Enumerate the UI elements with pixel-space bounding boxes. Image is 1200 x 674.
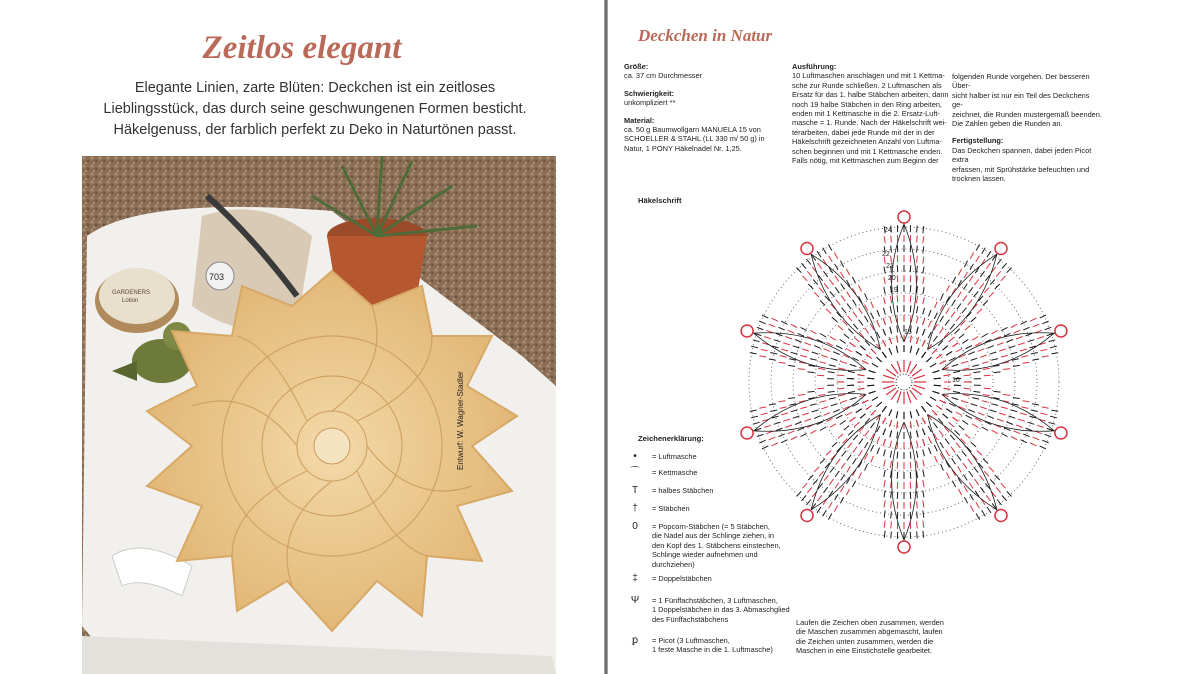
instructions-line: sche zur Runde schließen. 2 Luftmaschen als xyxy=(792,80,942,90)
material-line: ca. 50 g Baumwollgarn MANUELA 15 von xyxy=(624,125,761,135)
intro-line: Häkelgenuss, der farblich perfekt zu Deko in Naturtönen passt. xyxy=(113,122,517,138)
round-number: 10 xyxy=(952,377,960,384)
chart-sector xyxy=(922,371,1067,449)
doily-photo xyxy=(82,156,556,674)
footnote-line: Laufen die Zeichen oben zusammen, werden xyxy=(796,618,944,627)
legend-text: = Stäbchen xyxy=(652,504,690,513)
round-number: 15 xyxy=(904,329,912,336)
material-line: SCHOELLER & STAHL (LL 330 m/ 50 g) in xyxy=(624,134,765,144)
chart-sector xyxy=(904,391,1012,521)
intro-line: Elegante Linien, zarte Blüten: Deckchen ist ein zeitloses xyxy=(134,80,496,96)
instructions-line: Falls nötig, mit Kettmaschen zum Beginn der xyxy=(792,156,939,166)
intro-line: Lieblingsstück, das durch seine geschwungenen Formen besticht. xyxy=(103,101,527,117)
footnote-line: die Zeichen unten zusammen, werden die xyxy=(796,636,934,646)
footnote xyxy=(796,618,966,656)
chart-sector xyxy=(922,315,1067,393)
legend-symbol-icon: ꝑ xyxy=(631,635,639,646)
instructions-line: folgenden Runde vorgehen. Der besseren Über- xyxy=(952,72,1090,91)
instructions-line: Ersatz für das 1. halbe Stäbchen arbeiten, dann xyxy=(792,90,949,100)
legend-text: = halbes Stäbchen xyxy=(652,486,714,495)
round-number: 20 xyxy=(888,275,896,282)
round-number: 19 xyxy=(890,287,898,294)
size-label: Größe: xyxy=(624,62,649,71)
instructions-line: sicht halber ist nur ein Teil des Deckchens ge- xyxy=(952,90,1090,110)
instructions-column-2 xyxy=(952,72,1102,183)
legend-symbol-icon: • xyxy=(633,451,637,462)
svg-text:GARDENERS: GARDENERS xyxy=(112,290,151,296)
instructions-line: masche = 1. Runde. Nach der Häkelschrift wei- xyxy=(792,118,947,128)
legend-symbol-icon: 0 xyxy=(632,521,638,532)
round-number: 22 xyxy=(882,251,890,258)
instructions-line: zeichnet, die Runden mustergemäß beenden. xyxy=(952,109,1102,119)
chart-sector xyxy=(797,391,905,521)
legend-symbol-icon: Ψ xyxy=(630,595,640,606)
specs-column xyxy=(624,62,784,153)
material-line: Natur, 1 PONY Häkelnadel Nr. 1,25. xyxy=(624,143,742,153)
legend-text: = Doppelstäbchen xyxy=(652,574,712,583)
tag-number: 703 xyxy=(209,272,225,282)
photo-credit: Entwurf: W. Wagner-Stadler xyxy=(456,371,465,470)
chart-sector xyxy=(904,243,1012,373)
page-title: Zeitlos elegant xyxy=(202,30,402,66)
instructions-label: Ausführung: xyxy=(792,62,837,71)
difficulty-value: unkompliziert ** xyxy=(624,98,676,108)
finishing-label: Fertigstellung: xyxy=(952,136,1004,146)
finishing-line: erfassen, mit Sprühstärke befeuchten und xyxy=(952,164,1090,174)
legend-text: = Kettmasche xyxy=(652,468,698,477)
material-label: Material: xyxy=(624,115,655,125)
right-page xyxy=(608,0,1200,674)
legend-symbol-icon: ‡ xyxy=(632,573,638,584)
instructions-line: terarbeiten, dabei jede Runde mit der in der xyxy=(792,127,935,137)
legend-text: = Popcorn-Stäbchen (= 5 Stäbchen, die Nadel aus der Schlinge ziehen, in den Kopf des 1. Stäbchens einstechen, Schlinge wieder aufnehmen und durchziehen) xyxy=(652,522,781,569)
chart-sector xyxy=(882,406,926,553)
instructions-line: Häkelschrift gezeichneten Anzahl von Luftma- xyxy=(792,137,942,147)
legend-text: = Picot (3 Luftmaschen, 1 feste Masche in die 1. Luftmasche) xyxy=(652,636,773,655)
intro-text xyxy=(100,78,530,141)
round-number: 21 xyxy=(886,263,894,270)
legend-title: Zeichenerklärung: xyxy=(638,434,704,443)
instructions-line: schen beginnen und mit 1 Kettmasche enden. xyxy=(792,146,943,156)
footnote-line: die Maschen zusammen abgemascht, laufen xyxy=(796,627,943,637)
instructions-column xyxy=(792,62,950,165)
instructions-line: enden mit 1 Kettmasche in die 2. Ersatz-Luft- xyxy=(792,109,940,119)
legend-text: = 1 Fünffachstäbchen, 3 Luftmaschen, 1 Doppelstäbchen in das 3. Abmaschglied des Fünffachstäbchens xyxy=(652,596,790,624)
chart-label: Häkelschrift xyxy=(638,196,682,205)
legend-symbol-icon: T xyxy=(631,485,639,496)
instructions-line: Die Zahlen geben die Runden an. xyxy=(952,119,1063,129)
legend-text: = Luftmasche xyxy=(652,452,697,461)
footnote-line: Maschen in eine Einstichstelle gearbeitet. xyxy=(796,646,932,656)
svg-text:Lotion: Lotion xyxy=(122,298,139,304)
legend-symbol-icon: ⌒ xyxy=(630,467,640,478)
pattern-title: Deckchen in Natur xyxy=(638,26,773,45)
finishing-line: Das Deckchen spannen, dabei jeden Picot extra xyxy=(952,145,1092,165)
size-value: ca. 37 cm Durchmesser xyxy=(624,71,703,81)
difficulty-label: Schwierigkeit: xyxy=(624,88,675,98)
chart-sector xyxy=(741,371,886,449)
round-number: 24 xyxy=(884,227,892,234)
instructions-line: noch 19 halbe Stäbchen in den Ring arbeiten, xyxy=(792,99,942,109)
finishing-line: trocknen lassen. xyxy=(952,174,1006,184)
instructions-line: 10 Luftmaschen anschlagen und mit 1 Kettma- xyxy=(792,71,945,81)
chart-sector xyxy=(741,315,886,393)
legend-symbol-icon: † xyxy=(632,503,638,514)
